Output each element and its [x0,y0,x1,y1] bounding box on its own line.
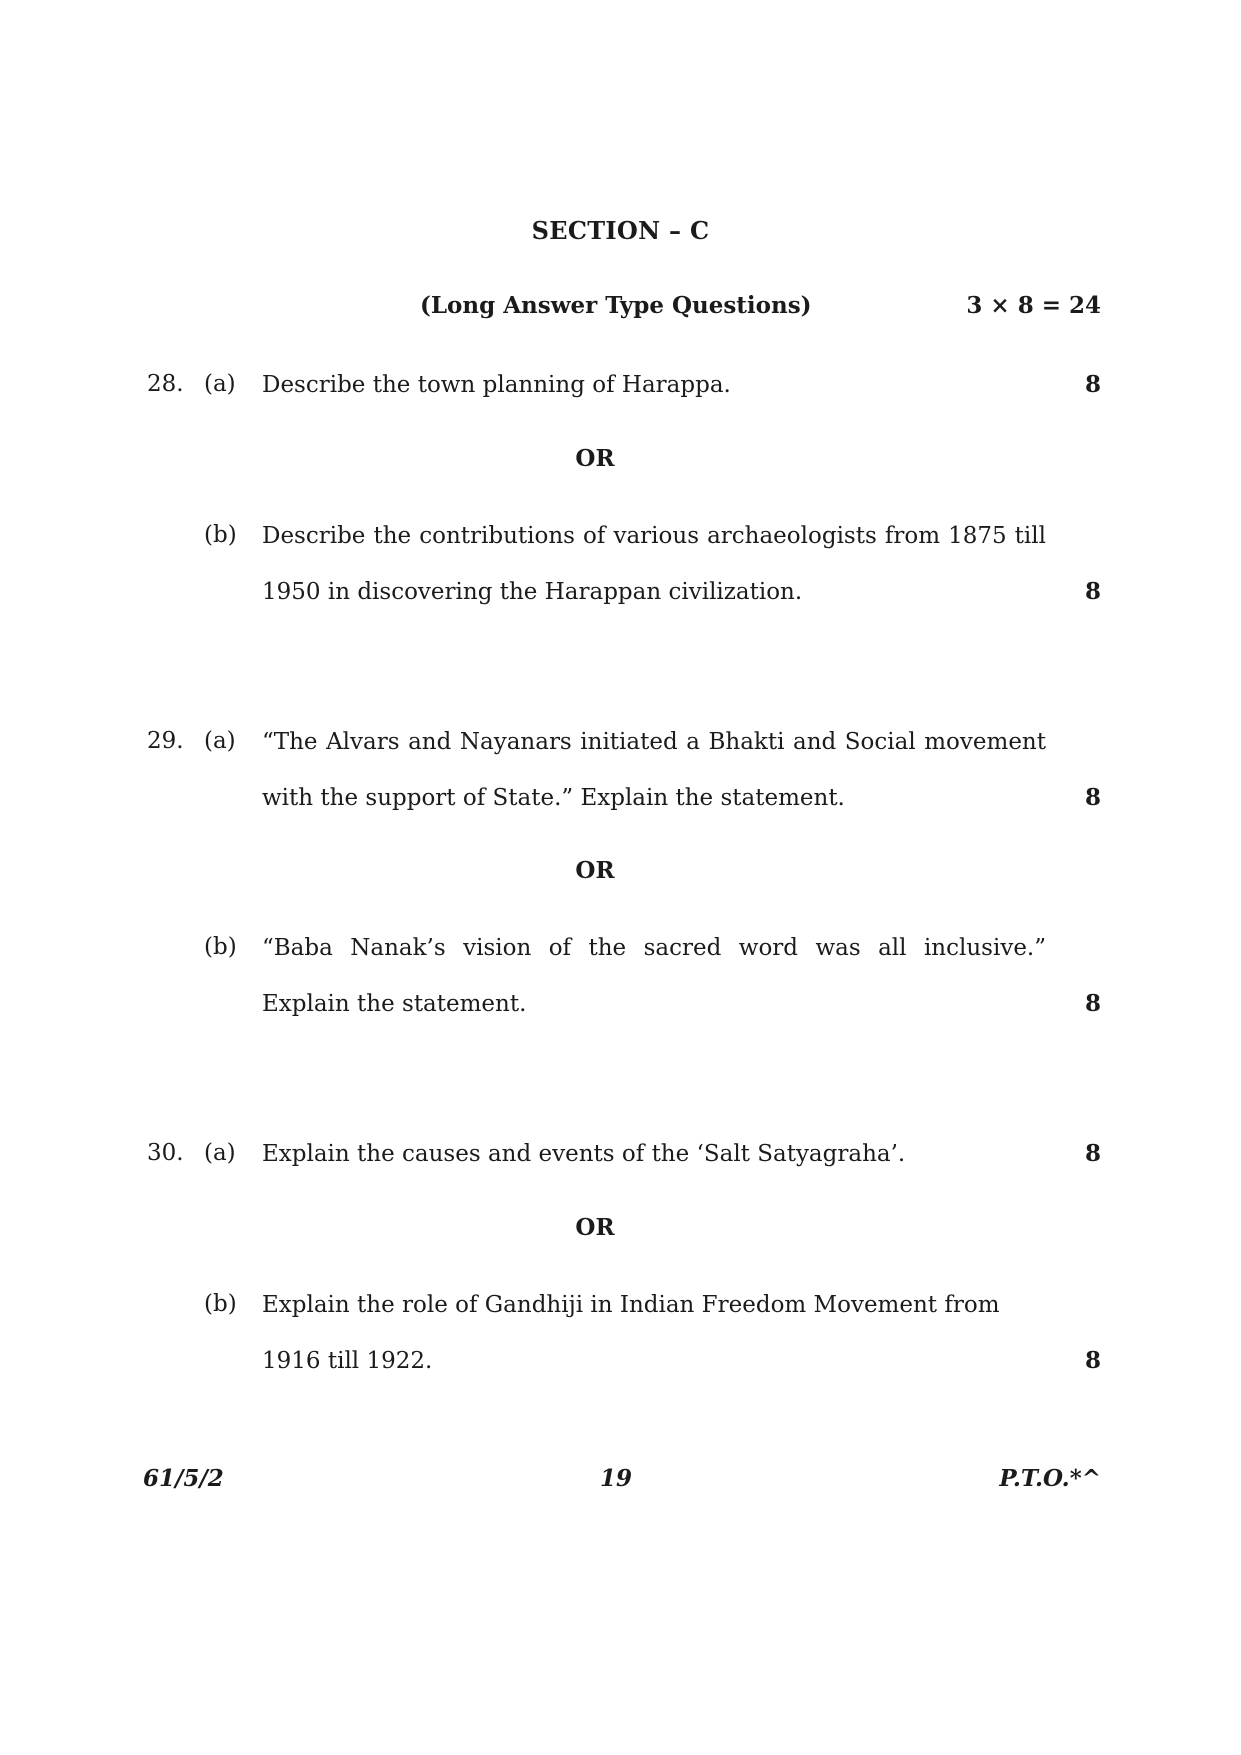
question-text: “Baba Nanak’s vision of the sacred word was all inclusive.” Explain the statement. [262,935,1046,1017]
question-marks: 8 [1084,1140,1101,1167]
question-text: Explain the role of Gandhiji in Indian Freedom Movement from 1916 till 1922. [262,1292,1000,1374]
question-number: 28. [147,371,184,397]
question-text: Explain the causes and events of the ‘Salt Satyagraha’. [262,1141,906,1167]
question-number: 29. [147,728,184,754]
question-marks: 8 [1084,371,1101,398]
question-text: Describe the contributions of various archaeologists from 1875 till 1950 in discovering the Harappan civilization. [262,523,1046,605]
question-marks: 8 [1084,578,1101,605]
question-part-label: (a) [204,1140,236,1166]
or-divider: OR [575,445,615,472]
question-part-label: (a) [204,728,236,754]
page-number: 19 [600,1465,633,1492]
question-part-label: (b) [204,934,237,960]
or-divider: OR [575,1214,615,1241]
section-subheading: (Long Answer Type Questions) [420,292,812,319]
question-marks: 8 [1084,1347,1101,1374]
question-part-label: (a) [204,371,236,397]
section-title: SECTION – C [531,216,710,245]
section-total-marks: 3 × 8 = 24 [966,292,1101,319]
question-marks: 8 [1084,990,1101,1017]
question-number: 30. [147,1140,184,1166]
pto-note: P.T.O.*^ [999,1465,1101,1492]
question-marks: 8 [1084,784,1101,811]
question-part-label: (b) [204,522,237,548]
paper-code: 61/5/2 [143,1465,224,1492]
question-text: “The Alvars and Nayanars initiated a Bhakti and Social movement with the support of State.” Explain the statement. [262,729,1046,811]
question-text: Describe the town planning of Harappa. [262,372,731,398]
or-divider: OR [575,857,615,884]
question-part-label: (b) [204,1291,237,1317]
